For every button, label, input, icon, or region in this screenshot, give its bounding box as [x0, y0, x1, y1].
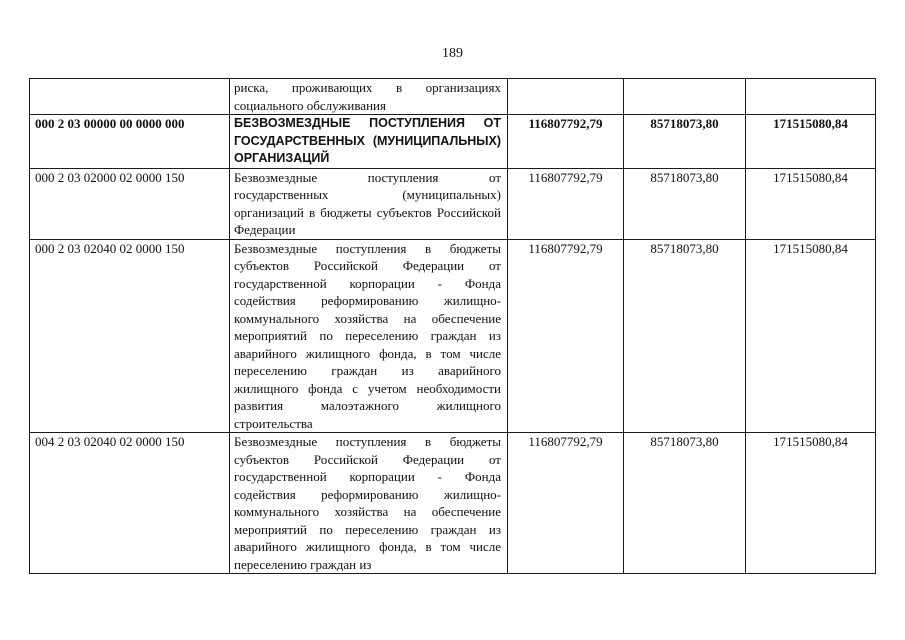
budget-code-cell [30, 79, 230, 115]
budget-code-cell: 000 2 03 00000 00 0000 000 [30, 115, 230, 169]
revenue-name-cell: риска, проживающих в организациях социального обслуживания [230, 79, 508, 115]
amount-year3-cell: 171515080,84 [746, 239, 876, 433]
amount-year3-cell: 171515080,84 [746, 168, 876, 239]
amount-year2-cell: 85718073,80 [624, 433, 746, 574]
budget-code-cell: 000 2 03 02040 02 0000 150 [30, 239, 230, 433]
budget-code-cell: 000 2 03 02000 02 0000 150 [30, 168, 230, 239]
budget-code-cell: 004 2 03 02040 02 0000 150 [30, 433, 230, 574]
amount-year1-cell: 116807792,79 [508, 239, 624, 433]
revenue-name-cell: Безвозмездные поступления в бюджеты субъектов Российской Федерации от государственной корпорации - Фонда содействия реформированию жилищно-коммунального хозяйства на обеспечение мероприятий по переселению граждан из аварийного жилищного фонда, в том числе переселению граждан из аварийного жилищного фонда с учетом необходимости развития малоэтажного жилищного строительства [230, 239, 508, 433]
revenue-name-cell: Безвозмездные поступления от государственных (муниципальных) организаций в бюджеты субъектов Российской Федерации [230, 168, 508, 239]
revenue-name-cell: Безвозмездные поступления в бюджеты субъектов Российской Федерации от государственной корпорации - Фонда содействия реформированию жилищно-коммунального хозяйства на обеспечение мероприятий по переселению граждан из аварийного жилищного фонда, в том числе переселению граждан из [230, 433, 508, 574]
table-row [30, 239, 876, 433]
amount-year1-cell: 116807792,79 [508, 433, 624, 574]
amount-year2-cell [624, 79, 746, 115]
table-row [30, 433, 876, 574]
revenue-name-cell: БЕЗВОЗМЕЗДНЫЕ ПОСТУПЛЕНИЯ ОТ ГОСУДАРСТВЕННЫХ (МУНИЦИПАЛЬНЫХ) ОРГАНИЗАЦИЙ [230, 115, 508, 169]
table-row [30, 168, 876, 239]
amount-year1-cell: 116807792,79 [508, 115, 624, 169]
amount-year1-cell: 116807792,79 [508, 168, 624, 239]
page-number: 189 [442, 46, 463, 61]
amount-year3-cell: 171515080,84 [746, 433, 876, 574]
amount-year3-cell: 171515080,84 [746, 115, 876, 169]
amount-year2-cell: 85718073,80 [624, 168, 746, 239]
amount-year3-cell [746, 79, 876, 115]
amount-year2-cell: 85718073,80 [624, 115, 746, 169]
amount-year1-cell [508, 79, 624, 115]
table-row-section-total [30, 115, 876, 169]
table-row-continuation [30, 79, 876, 115]
amount-year2-cell: 85718073,80 [624, 239, 746, 433]
budget-revenue-table [29, 78, 876, 574]
